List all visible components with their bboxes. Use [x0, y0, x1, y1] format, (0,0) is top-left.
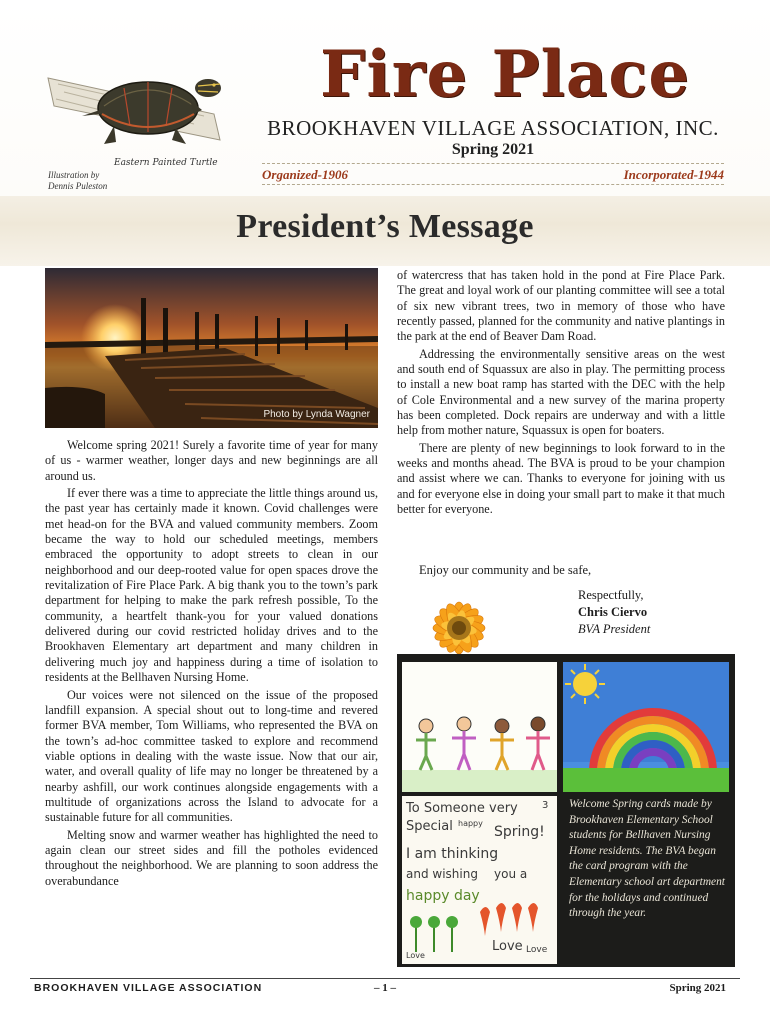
- art-caption: Welcome Spring cards made by Brookhaven Elementary School students for Bellhaven Nursing Home residents. The BVA began the card program with the Elementary school art department for the holidays and continued through the year.: [569, 798, 725, 920]
- paragraph: Our voices were not silenced on the issue of the proposed landfill expansion. A special shout out to long-time and revered former BVA member, Tom Williams, who represented the BVA on the town’s ad-hoc committee tasked to explore and recommend viable options in dealing with the waste issue. Now that our air, water, and overall quality of life may no longer be threatened by a nearby ashfill, our work continues alongside engagements with a multitude of organizations across the Island to advocate for a sustainable future for all communities.: [45, 687, 378, 825]
- signature-closing: Respectfully,: [578, 588, 644, 602]
- footer-issue: Spring 2021: [669, 982, 726, 994]
- page-number: – 1 –: [374, 982, 396, 994]
- card-text-line4: Spring!: [494, 824, 545, 840]
- newsletter-title: Fire Place: [319, 37, 691, 112]
- organized-year: Organized-1906: [262, 167, 348, 182]
- art-card-children: [402, 662, 557, 792]
- paragraph-continuation: of watercress that has taken hold in the pond at Fire Place Park. The great and loyal work of our planting committee will see a total of six new vibrant trees, two in memory of those who have recently passed, planned for the community and native plantings in the park at the end of Beaver Dam Road.: [397, 268, 725, 344]
- illustration-credit-line1: Illustration by: [48, 170, 100, 180]
- association-name: BROOKHAVEN VILLAGE ASSOCIATION, INC.: [267, 116, 719, 140]
- paragraph: Welcome spring 2021! Surely a favorite time of year for many of us - warmer weather, longer days and new beginnings are all around us.: [45, 438, 378, 483]
- section-title: President’s Message: [236, 208, 534, 245]
- section-banner: [0, 196, 770, 266]
- turtle-illustration: [44, 44, 234, 172]
- sunset-dock-photo: [45, 268, 378, 428]
- right-column: [397, 268, 725, 520]
- divider: [262, 184, 724, 185]
- signature-block: [578, 587, 650, 638]
- illustration-credit-line2: Dennis Puleston: [48, 181, 108, 191]
- incorporated-year: Incorporated-1944: [623, 167, 724, 182]
- turtle-caption: Eastern Painted Turtle: [114, 158, 218, 168]
- card-text-line7: you a: [494, 867, 528, 881]
- illustration-credit: [48, 170, 107, 192]
- issue-label: Spring 2021: [451, 141, 535, 158]
- masthead: [0, 0, 770, 196]
- signature-name: Chris Ciervo: [578, 605, 648, 619]
- card-love-2: Love: [492, 939, 523, 954]
- card-text-line3: happy: [458, 819, 483, 828]
- card-text-line6: and wishing: [406, 867, 478, 881]
- art-card-message: [402, 796, 557, 964]
- footer-association: BROOKHAVEN VILLAGE ASSOCIATION: [34, 982, 263, 994]
- left-column: [45, 438, 378, 891]
- card-text-line2: Special: [406, 819, 453, 834]
- card-text-line8: happy day: [406, 888, 480, 904]
- paragraph: Melting snow and warmer weather has highlighted the need to again clean our street sides and fill the potholes evidenced throughout the neighborhood. We are planning to soon address the overabundance: [45, 827, 378, 888]
- paragraph: If ever there was a time to appreciate the little things around us, the past year has certainly made it known. Covid challenges were met head-on for the BVA and valued community members. Zoom became the way to hold our scheduled meetings, members embraced the opportunity to adopt streets to clean in our neighborhood and our deep-rooted value for open spaces drove the revitalization of Fire Place Park. A big thank you to the town’s park department for helping to make the park refresh possible, To the community, a heartfelt thank-you for your valued donations delivered during our covid restricted holiday drives and to the Brookhaven Elementary art department and many children in delivering much joy and happiness during a time of isolation to residents at the Bellhaven Nursing Home.: [45, 486, 378, 685]
- card-love-1: Love: [406, 951, 425, 960]
- paragraph: Addressing the environmentally sensitive areas on the west and south end of Squassux are also in play. The permitting process to install a new boat ramp has started with the DEC with the help of Cole Environmental and a new survey of the marina property has been completed. Dock repairs are underway and with a little help from mother nature, Squassux is open for boaters.: [397, 346, 725, 438]
- photo-credit: Photo by Lynda Wagner: [263, 409, 370, 420]
- card-text-line5: I am thinking: [406, 846, 499, 862]
- card-love-3: Love: [526, 945, 548, 955]
- card-number: 3: [542, 800, 549, 811]
- footer-divider: [30, 978, 740, 979]
- signature-title: BVA President: [578, 622, 651, 636]
- art-card-rainbow: [563, 662, 729, 792]
- divider: [262, 163, 724, 164]
- closing-line: Enjoy our community and be safe,: [419, 563, 592, 577]
- paragraph: There are plenty of new beginnings to look forward to in the weeks and months ahead. The BVA is proud to be your champion and assist where we can. Thanks to everyone for joining with us and for everyone else in doing your small part to make it that much better for everyone.: [397, 440, 725, 517]
- card-text-line1: To Someone very: [406, 801, 518, 816]
